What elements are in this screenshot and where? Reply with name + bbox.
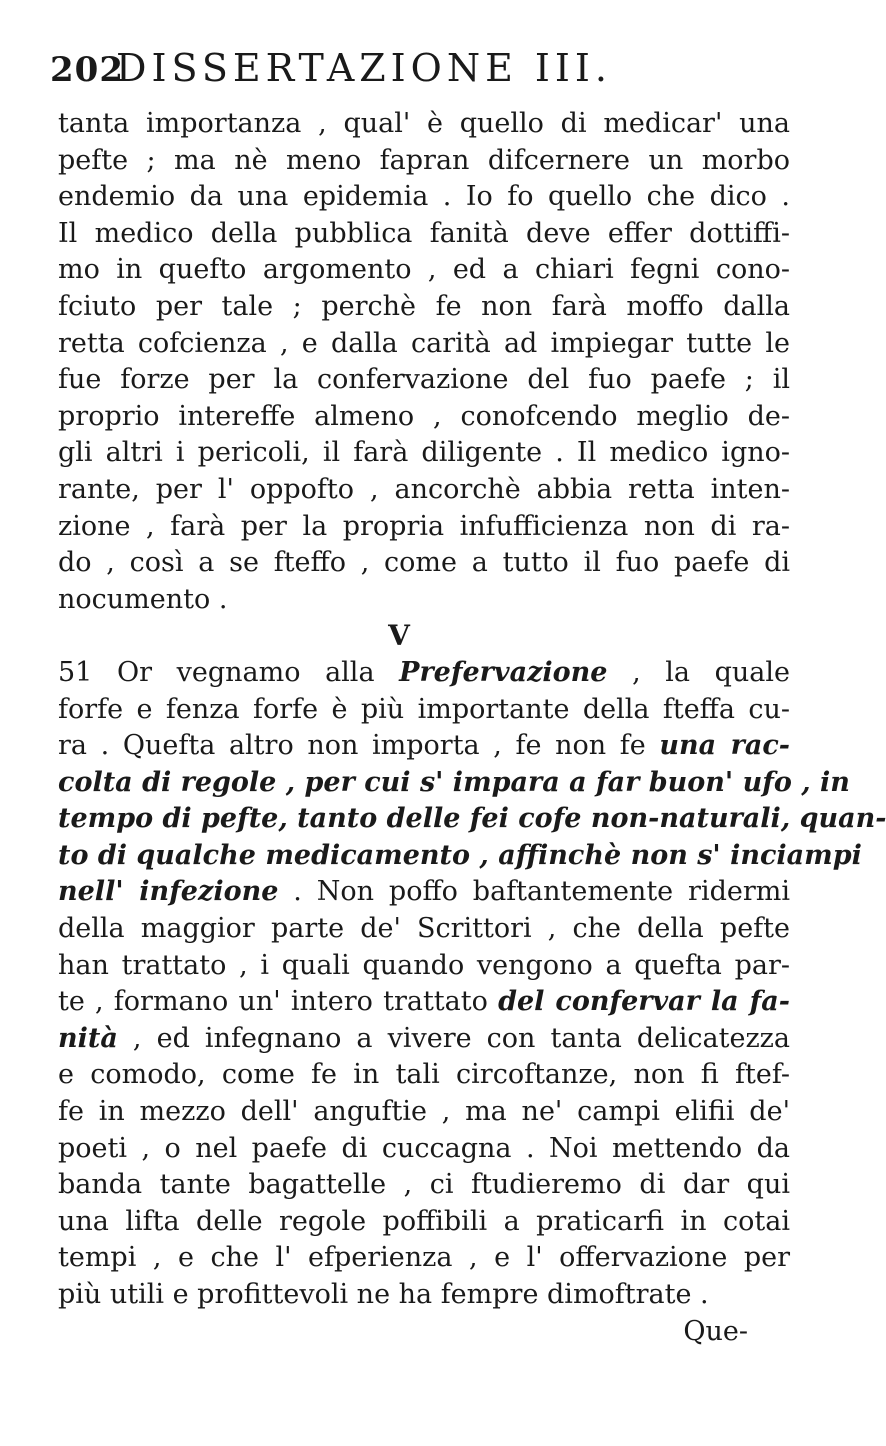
text-line: mo in quefto argomento , ed a chiari fegni cono- bbox=[58, 254, 790, 286]
running-head: DISSERTAZIONE III. bbox=[116, 46, 613, 90]
text-line: della maggior parte de' Scrittori , che della pefte bbox=[58, 913, 790, 945]
text-line: gli altri i pericoli, il farà diligente . Il medico igno- bbox=[58, 437, 790, 469]
paragraph-number: 51 bbox=[58, 656, 117, 688]
text-line: 51 Or vegnamo alla Prefervazione , la quale bbox=[58, 656, 790, 688]
catchword: Que- bbox=[683, 1315, 748, 1347]
text-line: ra . Quefta altro non importa , fe non fe una rac- bbox=[58, 730, 790, 762]
text-line: banda tante bagattelle , ci ftudieremo di dar qui bbox=[58, 1169, 790, 1201]
text-line: una lifta delle regole poffibili a praticarfi in cotai bbox=[58, 1205, 790, 1237]
text-line: tanta importanza , qual' è quello di medicar' una bbox=[58, 108, 790, 139]
text-line: nocumento . bbox=[58, 583, 228, 615]
paragraph-51 bbox=[58, 655, 886, 1314]
text-line: proprio intereffe almeno , conofcendo meglio de- bbox=[58, 400, 790, 432]
text-line: forfe e fenza forfe è più importante della fteffa cu- bbox=[58, 693, 790, 725]
text-line: te , formano un' intero trattato del confervar la fa- bbox=[58, 986, 790, 1018]
text-line: zione , farà per la propria infufficienza non di ra- bbox=[58, 510, 790, 542]
page-header bbox=[0, 40, 800, 100]
text-line: fe in mezzo dell' anguftie , ma ne' campi elifii de' bbox=[58, 1096, 790, 1128]
text-line: tempo di pefte, tanto delle fei cofe non-naturali, quan- bbox=[58, 803, 886, 835]
text-line: nell' infezione . Non poffo baftantemente ridermi bbox=[58, 876, 790, 908]
text-line: fue forze per la confervazione del fuo paefe ; il bbox=[58, 364, 790, 396]
text-line: endemio da una epidemia . Io fo quello che dico . bbox=[58, 181, 790, 213]
text-line: han trattato , i quali quando vengono a quefta par- bbox=[58, 949, 790, 981]
text-line: fciuto per tale ; perchè fe non farà moffo dalla bbox=[58, 290, 790, 322]
text-line: colta di regole , per cui s' impara a far buon' ufo , in bbox=[58, 766, 850, 798]
text-line: rante, per l' oppofto , ancorchè abbia retta inten- bbox=[58, 473, 790, 505]
text-line: poeti , o nel paefe di cuccagna . Noi mettendo da bbox=[58, 1132, 790, 1164]
text-line: e comodo, come fe in tali circoftanze, non fi ftef- bbox=[58, 1059, 790, 1091]
text-line: nità , ed infegnano a vivere con tanta delicatezza bbox=[58, 1022, 790, 1054]
text-line: Il medico della pubblica fanità deve effer dottiffi- bbox=[58, 217, 790, 249]
text-line: to di qualche medicamento , affinchè non s' inciampi bbox=[58, 839, 862, 871]
opening-paragraph bbox=[58, 106, 790, 582]
section-mark: V bbox=[388, 619, 410, 653]
text-line: retta cofcienza , e dalla carità ad impiegar tutte le bbox=[58, 327, 790, 359]
text-line: pefte ; ma nè meno fapran difcernere un morbo bbox=[58, 144, 790, 176]
page-number: 202 bbox=[50, 50, 124, 90]
text-line: più utili e profittevoli ne ha fempre dimoftrate . bbox=[58, 1279, 709, 1310]
text-line: tempi , e che l' efperienza , e l' offervazione per bbox=[58, 1242, 790, 1274]
text-line: do , così a se fteffo , come a tutto il fuo paefe di bbox=[58, 547, 790, 579]
body-text bbox=[58, 106, 886, 1350]
